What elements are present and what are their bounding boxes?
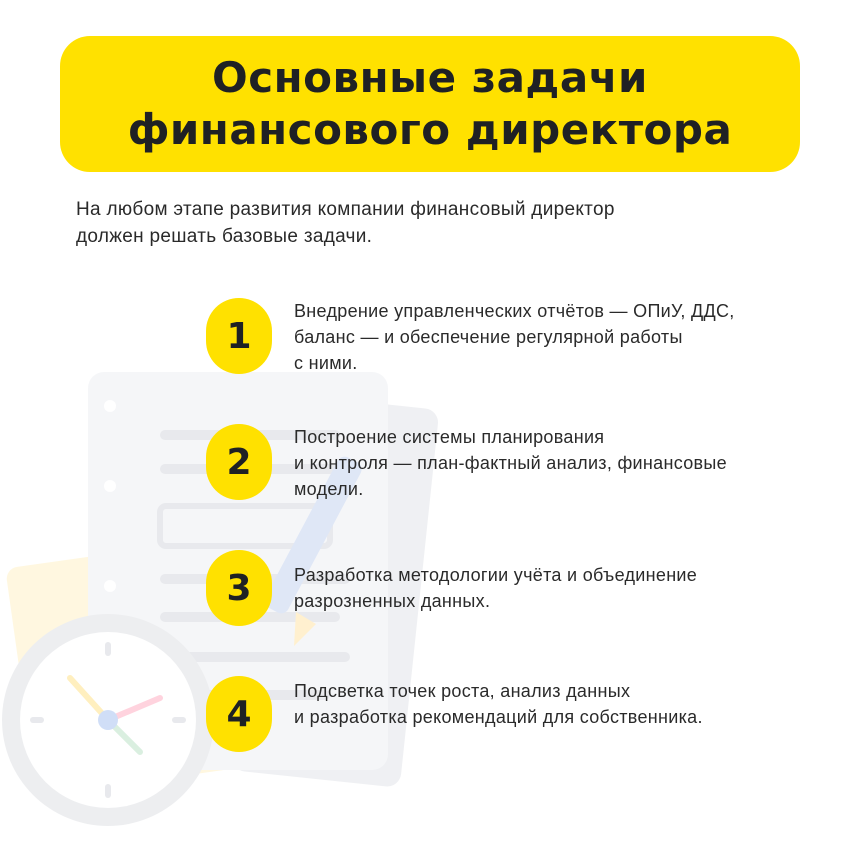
task-line: разрозненных данных. bbox=[294, 591, 491, 611]
task-line: Построение системы планирования bbox=[294, 427, 605, 447]
title-banner bbox=[60, 36, 800, 172]
task-line: баланс — и обеспечение регулярной работы bbox=[294, 327, 683, 347]
title-line-1: Основные задачи bbox=[212, 53, 648, 102]
task-line: Подсветка точек роста, анализ данных bbox=[294, 681, 631, 701]
page-title bbox=[128, 52, 733, 156]
intro-line-2: должен решать базовые задачи. bbox=[76, 226, 373, 247]
task-line: Внедрение управленческих отчётов — ОПиУ, ДДС, bbox=[294, 301, 735, 321]
task-item-1 bbox=[206, 298, 826, 376]
task-number-badge: 3 bbox=[206, 550, 272, 626]
task-line: и разработка рекомендаций для собственника. bbox=[294, 707, 703, 727]
intro-line-1: На любом этапе развития компании финансовый директор bbox=[76, 199, 615, 220]
task-line: с ними. bbox=[294, 353, 358, 373]
task-description bbox=[294, 562, 697, 614]
task-line: Разработка методологии учёта и объединение bbox=[294, 565, 698, 585]
task-item-2 bbox=[206, 424, 826, 502]
task-description bbox=[294, 298, 735, 376]
task-item-3 bbox=[206, 550, 826, 626]
task-number-badge: 2 bbox=[206, 424, 272, 500]
task-description bbox=[294, 678, 703, 730]
intro-text bbox=[76, 196, 796, 250]
task-item-4 bbox=[206, 676, 826, 752]
task-description bbox=[294, 424, 727, 502]
task-number-badge: 4 bbox=[206, 676, 272, 752]
task-line: и контроля — план-фактный анализ, финансовые bbox=[294, 453, 727, 473]
task-line: модели. bbox=[294, 479, 364, 499]
task-number-badge: 1 bbox=[206, 298, 272, 374]
clock-icon bbox=[2, 614, 214, 826]
title-line-2: финансового директора bbox=[127, 105, 733, 154]
